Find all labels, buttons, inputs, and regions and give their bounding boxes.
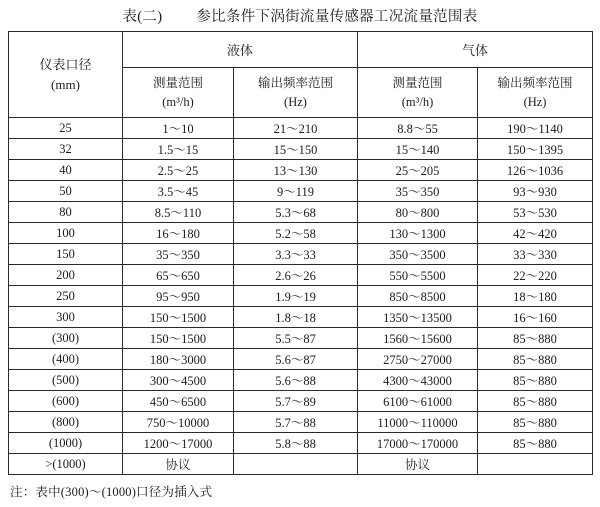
header-liquid-measure-line1: 测量范围 bbox=[152, 75, 203, 90]
table-row bbox=[9, 118, 593, 139]
table-header bbox=[9, 32, 593, 118]
table-row bbox=[9, 181, 593, 202]
value-cell: 5.2～58 bbox=[234, 223, 358, 244]
value-cell: 5.3～68 bbox=[234, 202, 358, 223]
header-liquid-freq-line2: (Hz) bbox=[284, 94, 307, 109]
table-row bbox=[9, 454, 593, 475]
diameter-cell: >(1000) bbox=[9, 454, 123, 475]
diameter-cell: (400) bbox=[9, 349, 123, 370]
value-cell: 5.6～87 bbox=[234, 349, 358, 370]
value-cell: 85～880 bbox=[478, 412, 593, 433]
value-cell: 8.8～55 bbox=[358, 118, 478, 139]
table-body bbox=[9, 118, 593, 475]
footnote: 注：表中(300)～(1000)口径为插入式 bbox=[10, 485, 213, 499]
header-gas: 气体 bbox=[358, 32, 593, 68]
value-cell: 9～119 bbox=[234, 181, 358, 202]
diameter-cell: (600) bbox=[9, 391, 123, 412]
diameter-cell: 200 bbox=[9, 265, 123, 286]
value-cell: 750～10000 bbox=[123, 412, 234, 433]
diameter-cell: (1000) bbox=[9, 433, 123, 454]
value-cell: 42～420 bbox=[478, 223, 593, 244]
value-cell: 1～10 bbox=[123, 118, 234, 139]
header-diameter-line1: 仪表口径 bbox=[39, 57, 92, 72]
value-cell: 65～650 bbox=[123, 265, 234, 286]
table-row bbox=[9, 286, 593, 307]
value-cell: 95～950 bbox=[123, 286, 234, 307]
value-cell: 5.7～89 bbox=[234, 391, 358, 412]
value-cell: 25～205 bbox=[358, 160, 478, 181]
header-gas-freq-range bbox=[478, 68, 593, 118]
value-cell: 85～880 bbox=[478, 370, 593, 391]
value-cell bbox=[234, 454, 358, 475]
diameter-cell: 32 bbox=[9, 139, 123, 160]
value-cell: 3.5～45 bbox=[123, 181, 234, 202]
diameter-cell: 40 bbox=[9, 160, 123, 181]
table-row bbox=[9, 223, 593, 244]
value-cell: 2750～27000 bbox=[358, 349, 478, 370]
value-cell: 8.5～110 bbox=[123, 202, 234, 223]
value-cell: 300～4500 bbox=[123, 370, 234, 391]
value-cell: 350～3500 bbox=[358, 244, 478, 265]
diameter-cell: (500) bbox=[9, 370, 123, 391]
value-cell: 3.3～33 bbox=[234, 244, 358, 265]
header-group-row bbox=[9, 32, 593, 68]
value-cell: 85～880 bbox=[478, 391, 593, 412]
diameter-cell: (300) bbox=[9, 328, 123, 349]
value-cell: 6100～61000 bbox=[358, 391, 478, 412]
table-title-prefix: 表(二) bbox=[122, 9, 163, 25]
table-row bbox=[9, 160, 593, 181]
diameter-cell: 80 bbox=[9, 202, 123, 223]
header-gas-measure-line2: (m³/h) bbox=[401, 94, 434, 109]
value-cell: 16～160 bbox=[478, 307, 593, 328]
value-cell: 35～350 bbox=[358, 181, 478, 202]
table-row bbox=[9, 370, 593, 391]
value-cell: 18～180 bbox=[478, 286, 593, 307]
table-row bbox=[9, 412, 593, 433]
value-cell bbox=[478, 454, 593, 475]
value-cell: 2.6～26 bbox=[234, 265, 358, 286]
value-cell: 85～880 bbox=[478, 433, 593, 454]
table-row bbox=[9, 139, 593, 160]
value-cell: 1.5～15 bbox=[123, 139, 234, 160]
value-cell: 协议 bbox=[358, 454, 478, 475]
diameter-cell: 25 bbox=[9, 118, 123, 139]
table-row bbox=[9, 349, 593, 370]
value-cell: 126～1036 bbox=[478, 160, 593, 181]
value-cell: 93～930 bbox=[478, 181, 593, 202]
value-cell: 1560～15600 bbox=[358, 328, 478, 349]
value-cell: 21～210 bbox=[234, 118, 358, 139]
value-cell: 4300～43000 bbox=[358, 370, 478, 391]
header-diameter-line2: (mm) bbox=[51, 76, 80, 92]
table-row bbox=[9, 433, 593, 454]
header-diameter bbox=[9, 32, 123, 118]
table-row bbox=[9, 328, 593, 349]
value-cell: 11000～110000 bbox=[358, 412, 478, 433]
value-cell: 22～220 bbox=[478, 265, 593, 286]
value-cell: 190～1140 bbox=[478, 118, 593, 139]
header-liquid-measure-range bbox=[123, 68, 234, 118]
table-row bbox=[9, 307, 593, 328]
table-row bbox=[9, 391, 593, 412]
diameter-cell: 50 bbox=[9, 181, 123, 202]
value-cell: 1350～13500 bbox=[358, 307, 478, 328]
header-gas-freq-line1: 输出频率范围 bbox=[497, 75, 573, 90]
value-cell: 150～1500 bbox=[123, 307, 234, 328]
value-cell: 1.8～18 bbox=[234, 307, 358, 328]
flow-range-table bbox=[8, 31, 593, 475]
header-liquid-freq-range bbox=[234, 68, 358, 118]
table-row bbox=[9, 202, 593, 223]
table-row bbox=[9, 265, 593, 286]
header-liquid-measure-line2: (m³/h) bbox=[162, 94, 194, 109]
diameter-cell: 100 bbox=[9, 223, 123, 244]
header-liquid: 液体 bbox=[123, 32, 358, 68]
table-title bbox=[0, 0, 600, 31]
value-cell: 13～130 bbox=[234, 160, 358, 181]
value-cell: 协议 bbox=[123, 454, 234, 475]
value-cell: 5.8～88 bbox=[234, 433, 358, 454]
header-gas-freq-line2: (Hz) bbox=[523, 94, 547, 109]
value-cell: 15～150 bbox=[234, 139, 358, 160]
diameter-cell: 300 bbox=[9, 307, 123, 328]
value-cell: 33～330 bbox=[478, 244, 593, 265]
value-cell: 150～1500 bbox=[123, 328, 234, 349]
value-cell: 35～350 bbox=[123, 244, 234, 265]
table-title-text: 参比条件下涡街流量传感器工况流量范围表 bbox=[196, 9, 478, 25]
value-cell: 17000～170000 bbox=[358, 433, 478, 454]
value-cell: 80～800 bbox=[358, 202, 478, 223]
value-cell: 850～8500 bbox=[358, 286, 478, 307]
value-cell: 550～5500 bbox=[358, 265, 478, 286]
diameter-cell: 250 bbox=[9, 286, 123, 307]
value-cell: 150～1395 bbox=[478, 139, 593, 160]
value-cell: 5.5～87 bbox=[234, 328, 358, 349]
value-cell: 85～880 bbox=[478, 328, 593, 349]
value-cell: 2.5～25 bbox=[123, 160, 234, 181]
value-cell: 53～530 bbox=[478, 202, 593, 223]
header-liquid-freq-line1: 输出频率范围 bbox=[258, 75, 334, 90]
value-cell: 1.9～19 bbox=[234, 286, 358, 307]
header-gas-measure-range bbox=[358, 68, 478, 118]
header-gas-measure-line1: 测量范围 bbox=[392, 75, 443, 90]
value-cell: 130～1300 bbox=[358, 223, 478, 244]
value-cell: 1200～17000 bbox=[123, 433, 234, 454]
value-cell: 15～140 bbox=[358, 139, 478, 160]
value-cell: 450～6500 bbox=[123, 391, 234, 412]
value-cell: 5.6～88 bbox=[234, 370, 358, 391]
table-row bbox=[9, 244, 593, 265]
diameter-cell: 150 bbox=[9, 244, 123, 265]
value-cell: 180～3000 bbox=[123, 349, 234, 370]
value-cell: 5.7～88 bbox=[234, 412, 358, 433]
diameter-cell: (800) bbox=[9, 412, 123, 433]
value-cell: 16～180 bbox=[123, 223, 234, 244]
value-cell: 85～880 bbox=[478, 349, 593, 370]
